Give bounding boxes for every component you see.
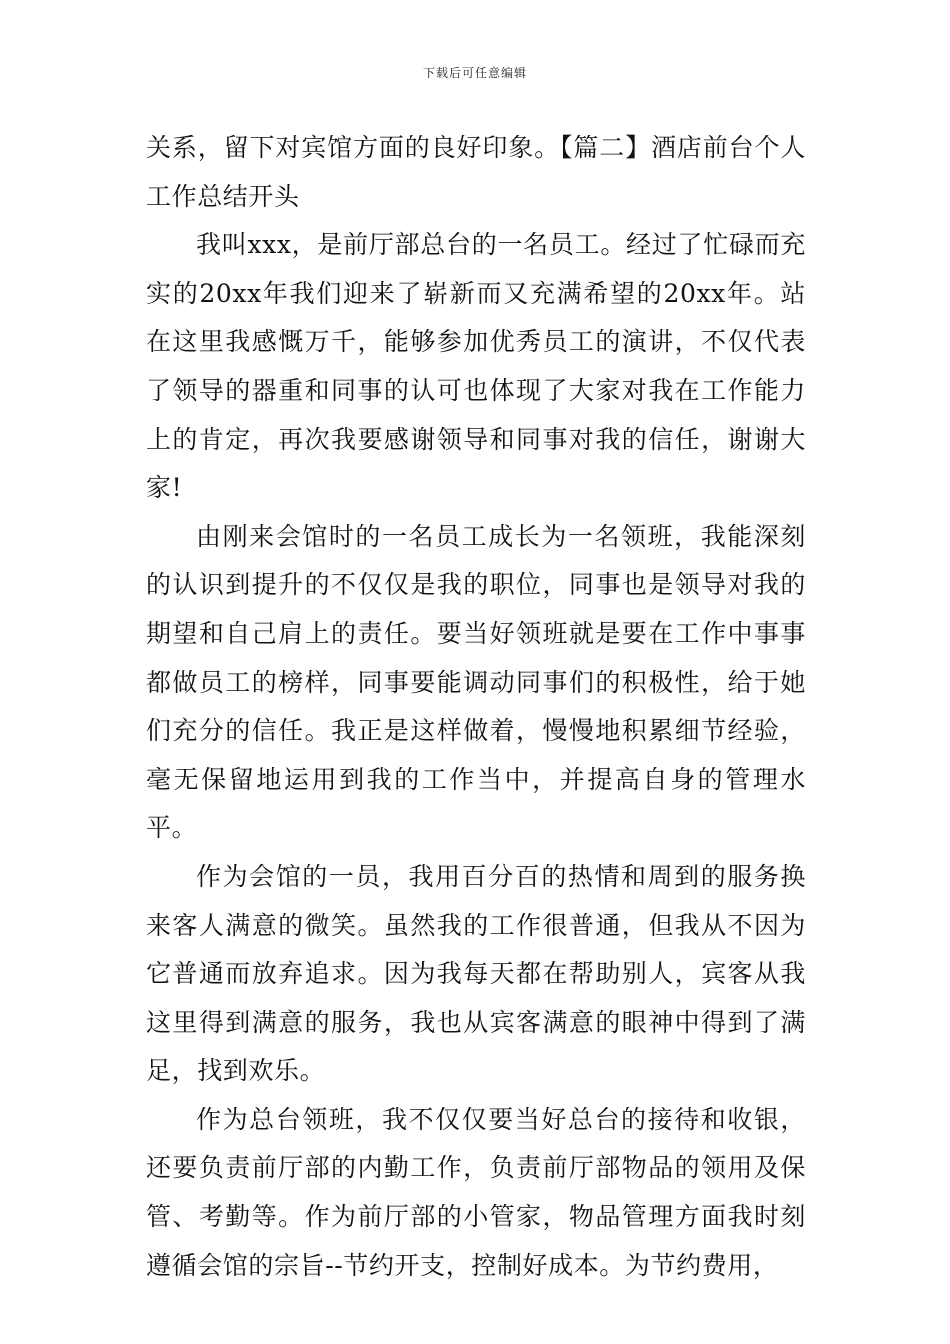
page-header-note: 下载后可任意编辑	[422, 66, 527, 80]
paragraph-service: 作为会馆的一员，我用百分百的热情和周到的服务换来客人满意的微笑。虽然我的工作很普通，但我从不因为它普通而放弃追求。因为我每天都在帮助别人，宾客从我这里得到满意的服务，我也从宾客满意的眼神中得到了满足，找到欢乐。	[146, 861, 806, 1086]
paragraph-continuation: 关系，留下对宾馆方面的良好印象。【篇二】酒店前台个人工作总结开头	[146, 133, 806, 211]
paragraph-front-desk-duties: 作为总台领班，我不仅仅要当好总台的接待和收银，还要负责前厅部的内勤工作，负责前厅部物品的领用及保管、考勤等。作为前厅部的小管家，物品管理方面我时刻遵循会馆的宗旨--节约开支，控制好成本。为节约费用，	[146, 1104, 806, 1280]
paragraph-introduction: 我叫xxx，是前厅部总台的一名员工。经过了忙碌而充实的20xx年我们迎来了崭新而又充满希望的20xx年。站在这里我感慨万千，能够参加优秀员工的演讲，不仅代表了领导的器重和同事的认可也体现了大家对我在工作能力上的肯定，再次我要感谢领导和同事对我的信任，谢谢大家!	[146, 230, 806, 503]
paragraph-promotion: 由刚来会馆时的一名员工成长为一名领班，我能深刻的认识到提升的不仅仅是我的职位，同事也是领导对我的期望和自己肩上的责任。要当好领班就是要在工作中事事都做员工的榜样，同事要能调动同事们的积极性，给于她们充分的信任。我正是这样做着，慢慢地积累细节经验，毫无保留地运用到我的工作当中，并提高自身的管理水平。	[146, 521, 806, 843]
document-body	[146, 124, 806, 1290]
